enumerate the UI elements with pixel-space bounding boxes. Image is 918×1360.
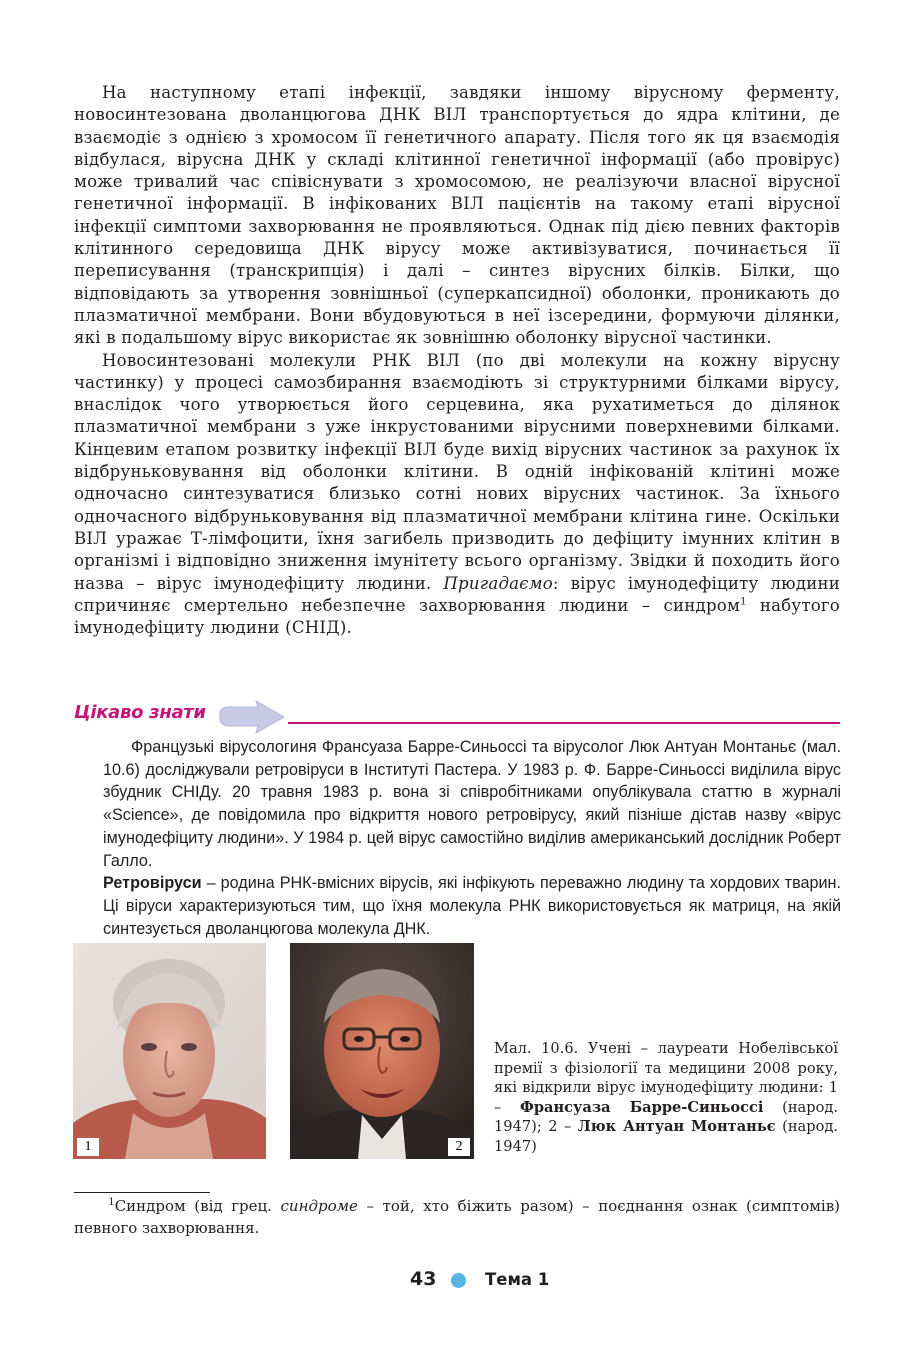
arrow-icon	[218, 700, 286, 734]
box-title: Цікаво знати	[74, 702, 206, 723]
caption-name-2: Люк Антуан Монтаньє	[577, 1118, 776, 1135]
caption-text-a: Мал. 10.6. Учені – лауреати Нобелівської премії з фізіології та медицини 2008 року, які відкрили вірус імунодефіциту людини: 1 –	[494, 1040, 838, 1116]
topic-label: Тема 1	[485, 1270, 550, 1289]
footnote-text-a: Синдром (від грец.	[114, 1197, 281, 1215]
paragraph-2-text-c: набутого імунодефіциту людини (СНІД).	[74, 595, 840, 638]
footnote-text-b: – той, хто біжить разом) – поєднання ознак (симптомів) певного захворювання.	[74, 1197, 840, 1237]
box-text-b: – родина РНК-вмісних вірусів, які інфікують переважно людину та хордових тварин. Ці віруси характеризуються тим, що їхня молекула РНК використовується як матриця, на якій синтезується дволанцюгова молекула ДНК.	[103, 874, 841, 938]
footnote-mark: 1	[108, 1197, 115, 1208]
dot-icon	[451, 1273, 466, 1288]
page-number: 43	[410, 1268, 437, 1290]
caption-text-b: (народ. 1947); 2 –	[494, 1098, 839, 1135]
caption-name-1: Франсуаза Барре-Синьоссі	[519, 1098, 764, 1116]
caption-text-c: (народ. 1947)	[494, 1118, 839, 1155]
remember-label: Пригадаємо	[443, 573, 553, 593]
paragraph-1: На наступному етапі інфекції, завдяки іншому вірусному ферменту, новосинтезована дволанцюгова ДНК ВІЛ транспортується до ядра клітини, де взаємодіє з однією з хромосом її генетичного апарату. Після того як ця взаємодія відбулася, вірусна ДНК у складі клітинної генетичної інформації (або провірус) може тривалий час співіснувати з хромосомою, не реалізуючи власної вірусної генетичної інформації. В інфікованих ВІЛ пацієнтів на такому етапі вірусної інфекції симптоми захворювання не проявляються. Однак під дією певних факторів клітинного середовища ДНК вірусу може активізуватися, починається її переписування (транскрипція) і далі – синтез вірусних білків. Білки, що відповідають за утворення зовнішньої (суперкапсидної) оболонки, проникають до плазматичної мембрани. Вони вбудовуються в неї ізсередини, формуючи ділянки, які в подальшому вірус використає як зовнішню оболонку вірусної частинки.	[74, 83, 840, 348]
paragraph-2-text-b: : вірус імунодефіциту людини спричиняє смертельно небезпечне захворювання людини – синдром	[74, 573, 841, 615]
footnote-rule	[74, 1192, 210, 1193]
portrait-woman-image	[73, 943, 266, 1159]
photo-barre-sinoussi	[73, 943, 266, 1159]
paragraph-2	[74, 350, 840, 640]
box-text	[103, 736, 841, 940]
main-text	[74, 82, 840, 639]
paragraph-2-text-a: Новосинтезовані молекули РНК ВІЛ (по дві молекули на кожну вірусну частинку) у процесі самозбирання взаємодіють зі структурними білками вірусу, внаслідок чого утворюється його серцевина, яка рухатиметься до ділянок плазматичної мембрани з уже інкрустованими вірусними поверхневими білками. Кінцевим етапом розвитку інфекції ВІЛ буде вихід вірусних частинок за рахунок їх відбруньковування від оболонки клітини. В одній інфікованій клітині може одночасно синтезуватися близько сотні нових вірусних частинок. За їхнього одночасного відбруньковування від плазматичної мембрани клітина гине. Оскільки ВІЛ уражає Т-лімфоцити, їхня загибель призводить до дефіциту імунних клітин в організмі і відповідно зниження імунітету всього організму. Звідки й походить його назва – вірус імунодефіциту людини.	[74, 350, 840, 593]
portrait-man-image	[290, 943, 474, 1159]
box-rule	[288, 722, 840, 724]
box-text-a: Французькі вірусологиня Франсуаза Барре-Синьоссі та вірусолог Люк Антуан Монтаньє (мал. 10.6) досліджували ретровіруси в Інституті Пастера. У 1983 р. Ф. Барре-Синьоссі виділила вірус збудник СНІДу. 20 травня 1983 р. вона зі співробітниками опублікувала статтю в журналі «Science», де повідомила про відкриття нового ретровірусу, який пізніше дістав назву «вірус імунодефіциту людини». У 1984 р. цей вірус самостійно виділив американський дослідник Роберт Галло.	[103, 738, 841, 870]
footnote	[74, 1196, 840, 1239]
term-retroviruses: Ретровіруси	[103, 874, 202, 893]
footnote-greek-term: синдроме	[280, 1197, 358, 1215]
photo-montagnier	[290, 943, 474, 1159]
photo-2-number: 2	[448, 1138, 470, 1156]
interesting-box-header	[74, 700, 840, 730]
figure-caption	[494, 1039, 838, 1156]
footnote-ref: 1	[740, 596, 747, 608]
page-footer	[0, 1266, 918, 1296]
photo-1-number: 1	[77, 1138, 99, 1156]
